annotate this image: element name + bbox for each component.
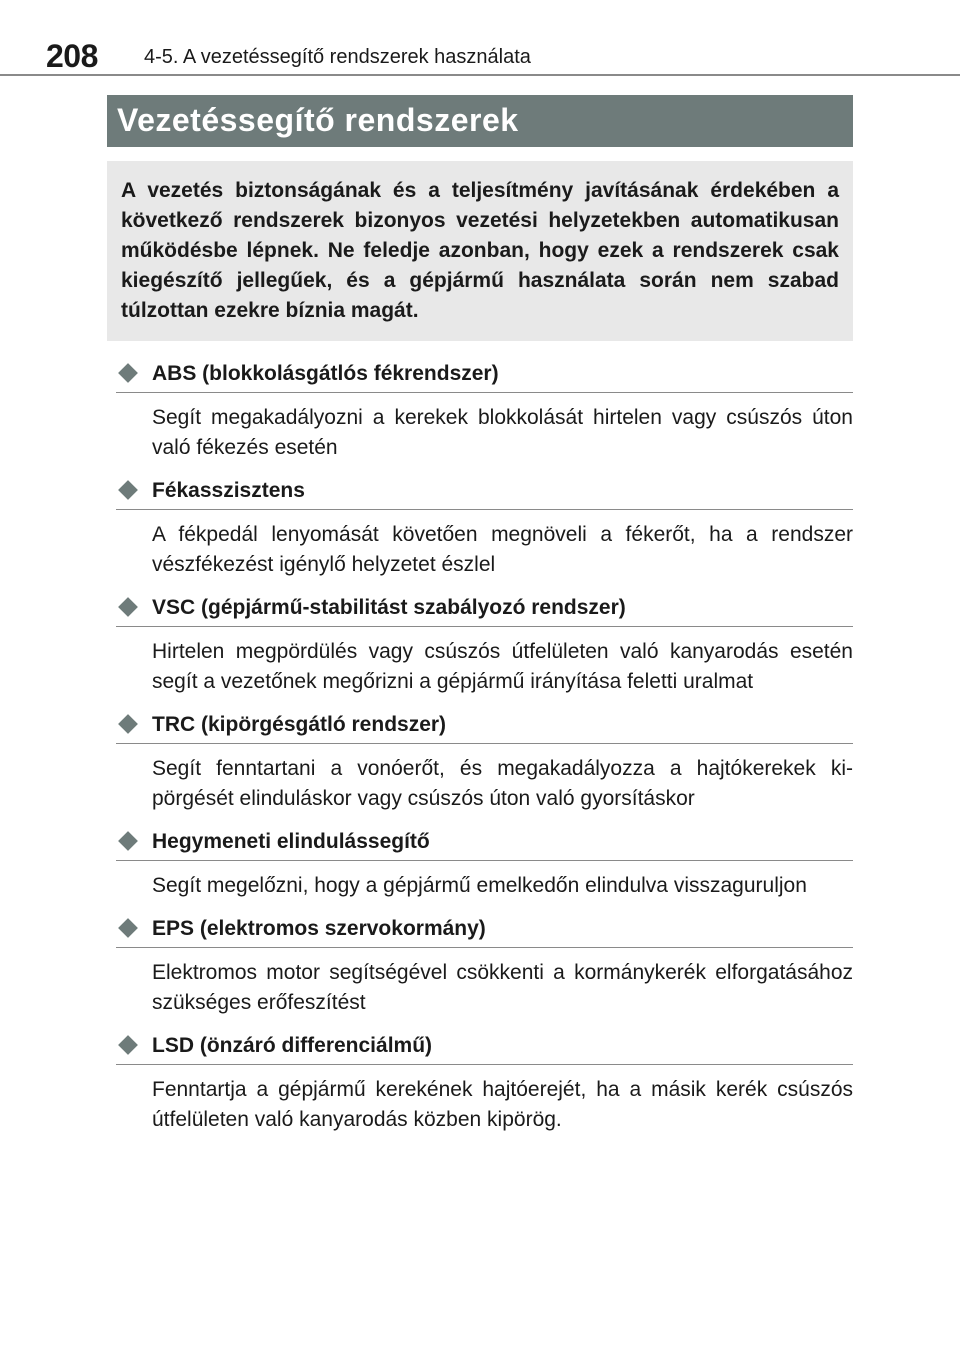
page-title: Vezetéssegítő rendszerek bbox=[117, 102, 519, 138]
feature-heading bbox=[116, 1030, 853, 1065]
feature-heading bbox=[116, 826, 853, 861]
page-header bbox=[0, 30, 960, 80]
feature-title: ABS (blokkolásgátlós fékrendszer) bbox=[152, 362, 499, 385]
feature-heading bbox=[116, 475, 853, 510]
diamond-icon bbox=[118, 918, 138, 938]
feature-item bbox=[116, 358, 853, 463]
feature-heading bbox=[116, 709, 853, 744]
feature-description: Segít megelőzni, hogy a gépjármű emelkedőn elindulva visszaguruljon bbox=[152, 874, 807, 897]
feature-title: EPS (elektromos szervokormány) bbox=[152, 917, 486, 940]
diamond-icon bbox=[118, 831, 138, 851]
diamond-icon bbox=[118, 480, 138, 500]
feature-item bbox=[116, 592, 853, 697]
feature-heading bbox=[116, 358, 853, 393]
feature-list bbox=[116, 358, 853, 1147]
feature-title: LSD (önzáró differenciálmű) bbox=[152, 1034, 433, 1057]
intro-box bbox=[107, 161, 853, 341]
intro-text: A vezetés biztonságának és a teljesítmény javításának érdekében a következő rendszerek bizonyos vezetési helyzetekben automatikusan működésbe lépnek. Ne feledje azonban, hogy ezek a rendszerek csak kiegészítő jellegűek, és a gépjármű használata során nem szabad túlzottan ezekre bíznia magát. bbox=[121, 179, 839, 322]
feature-description: Fenntartja a gépjármű kerekének hajtóerejét, ha a másik kerék csúszós útfelületen való kanyarodás közben kipörög. bbox=[152, 1078, 853, 1131]
feature-description: Hirtelen megpördülés vagy csúszós útfelületen való kanyarodás esetén segít a vezetőnek megőrizni a gépjármű irányítása feletti uralmat bbox=[152, 640, 853, 693]
feature-heading bbox=[116, 913, 853, 948]
diamond-icon bbox=[118, 1035, 138, 1055]
feature-heading bbox=[116, 592, 853, 627]
feature-description: Elektromos motor segítségével csökkenti a kormánykerék elforgatásához szükséges erőfeszítést bbox=[152, 961, 853, 1014]
diamond-icon bbox=[118, 363, 138, 383]
feature-description: A fékpedál lenyomását követően megnöveli a fékerőt, ha a rendszer vészfékezést igénylő helyzetet észlel bbox=[152, 523, 853, 576]
diamond-icon bbox=[118, 597, 138, 617]
feature-description: Segít megakadályozni a kerekek blokkolását hirtelen vagy csúszós úton való fékezés esetén bbox=[152, 406, 853, 459]
feature-title: TRC (kipörgésgátló rendszer) bbox=[152, 713, 447, 736]
page-number: 208 bbox=[46, 38, 98, 74]
diamond-icon bbox=[118, 714, 138, 734]
feature-title: VSC (gépjármű-stabilitást szabályozó rendszer) bbox=[152, 596, 626, 619]
feature-item bbox=[116, 913, 853, 1018]
title-bar bbox=[107, 95, 853, 147]
feature-item bbox=[116, 826, 853, 901]
feature-title: Fékasszisztens bbox=[152, 479, 305, 502]
feature-description: Segít fenntartani a vonóerőt, és megakadályozza a hajtókerekek kipörgését elinduláskor vagy csúszós úton való gyorsításkor bbox=[152, 757, 853, 810]
section-label: 4-5. A vezetéssegítő rendszerek használata bbox=[144, 46, 531, 68]
header-rule bbox=[0, 74, 960, 76]
feature-item bbox=[116, 1030, 853, 1135]
feature-item bbox=[116, 475, 853, 580]
feature-title: Hegymeneti elindulássegítő bbox=[152, 830, 430, 853]
feature-item bbox=[116, 709, 853, 814]
